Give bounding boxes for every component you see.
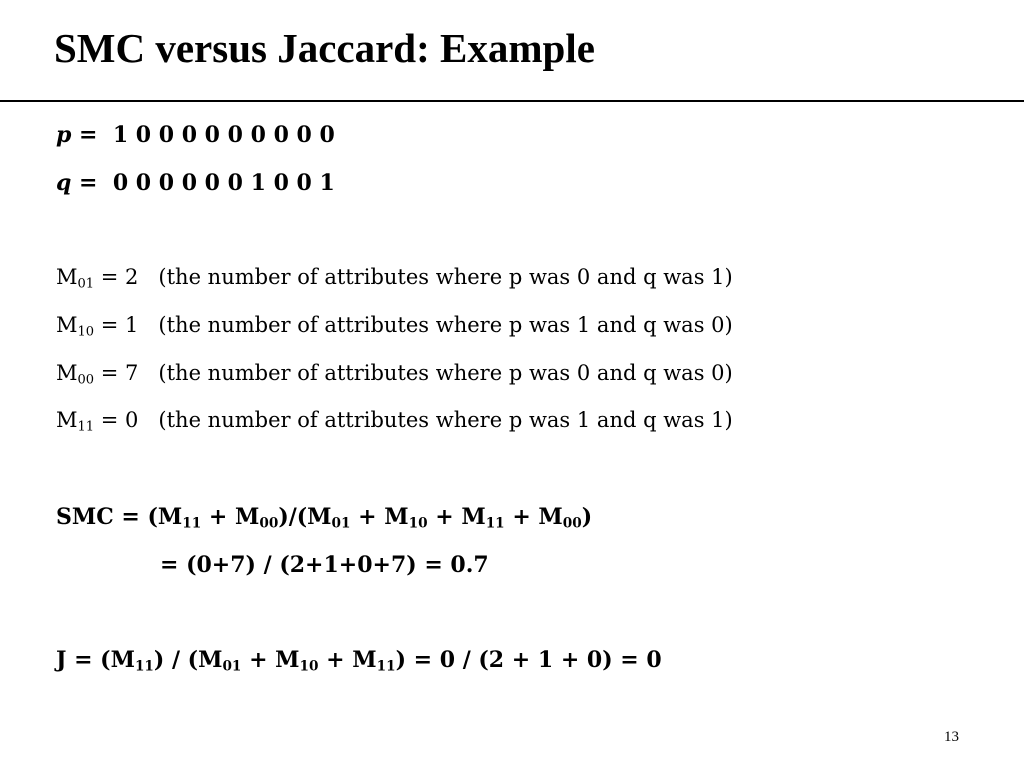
smc-subscript: 01 [331, 515, 351, 532]
slide-title: SMC versus Jaccard: Example [54, 25, 595, 71]
jaccard-formula-part: ) / (M [153, 647, 223, 673]
count-m01-base: M [56, 265, 78, 289]
jaccard-subscript: 11 [134, 658, 154, 675]
vector-q-equals: = [71, 170, 113, 196]
jaccard-formula-part: J = (M [56, 647, 135, 673]
count-m10-description: (the number of attributes where p was 1 and q was 0) [138, 313, 733, 337]
jaccard-subscript: 01 [222, 658, 242, 675]
smc-result: = (0+7) / (2+1+0+7) = 0.7 [160, 552, 489, 578]
vector-p-line [56, 121, 335, 149]
smc-formula-part: SMC = (M [56, 504, 183, 530]
count-m11-base: M [56, 408, 78, 432]
page-number: 13 [944, 729, 959, 745]
count-m11-subscript: 11 [77, 419, 95, 435]
count-m10-subscript: 10 [77, 324, 95, 340]
count-m11-description: (the number of attributes where p was 1 and q was 1) [138, 408, 733, 432]
jaccard-subscript: 10 [299, 658, 319, 675]
count-m00-value: = 7 [94, 361, 139, 385]
smc-formula-part: + M [350, 504, 409, 530]
jaccard-formula-part: + M [318, 647, 377, 673]
count-m01-value: = 2 [94, 265, 139, 289]
count-m10-line [56, 311, 733, 339]
smc-subscript: 11 [485, 515, 505, 532]
count-m11-line [56, 406, 733, 434]
count-m10-base: M [56, 313, 78, 337]
vector-q-line [56, 169, 335, 197]
smc-formula-part: )/(M [278, 504, 332, 530]
jaccard-subscript: 11 [376, 658, 396, 675]
smc-formula-part: + M [201, 504, 260, 530]
jaccard-formula-part: + M [241, 647, 300, 673]
smc-subscript: 11 [182, 515, 202, 532]
vector-q-bits: 0 0 0 0 0 0 1 0 0 1 [112, 170, 335, 196]
count-m00-base: M [56, 361, 78, 385]
count-m01-subscript: 01 [77, 276, 95, 292]
count-m01-description: (the number of attributes where p was 0 and q was 1) [138, 265, 733, 289]
smc-subscript: 00 [562, 515, 582, 532]
smc-formula-part: ) [581, 504, 593, 530]
smc-subscript: 10 [408, 515, 428, 532]
vector-p-bits: 1 0 0 0 0 0 0 0 0 0 [112, 122, 335, 148]
vector-p-name: p [56, 122, 72, 148]
count-m11-value: = 0 [94, 408, 139, 432]
smc-subscript: 00 [259, 515, 279, 532]
smc-formula [56, 503, 592, 531]
count-m00-line [56, 359, 733, 387]
jaccard-formula [56, 646, 662, 674]
jaccard-formula-part: ) = 0 / (2 + 1 + 0) = 0 [395, 647, 662, 673]
count-m10-value: = 1 [94, 313, 139, 337]
vector-p-equals: = [71, 122, 113, 148]
count-m00-subscript: 00 [77, 372, 95, 388]
title-divider [0, 100, 1024, 102]
smc-formula-part: + M [504, 504, 563, 530]
count-m00-description: (the number of attributes where p was 0 and q was 0) [138, 361, 733, 385]
smc-formula-part: + M [427, 504, 486, 530]
count-m01-line [56, 263, 733, 291]
vector-q-name: q [56, 170, 72, 196]
